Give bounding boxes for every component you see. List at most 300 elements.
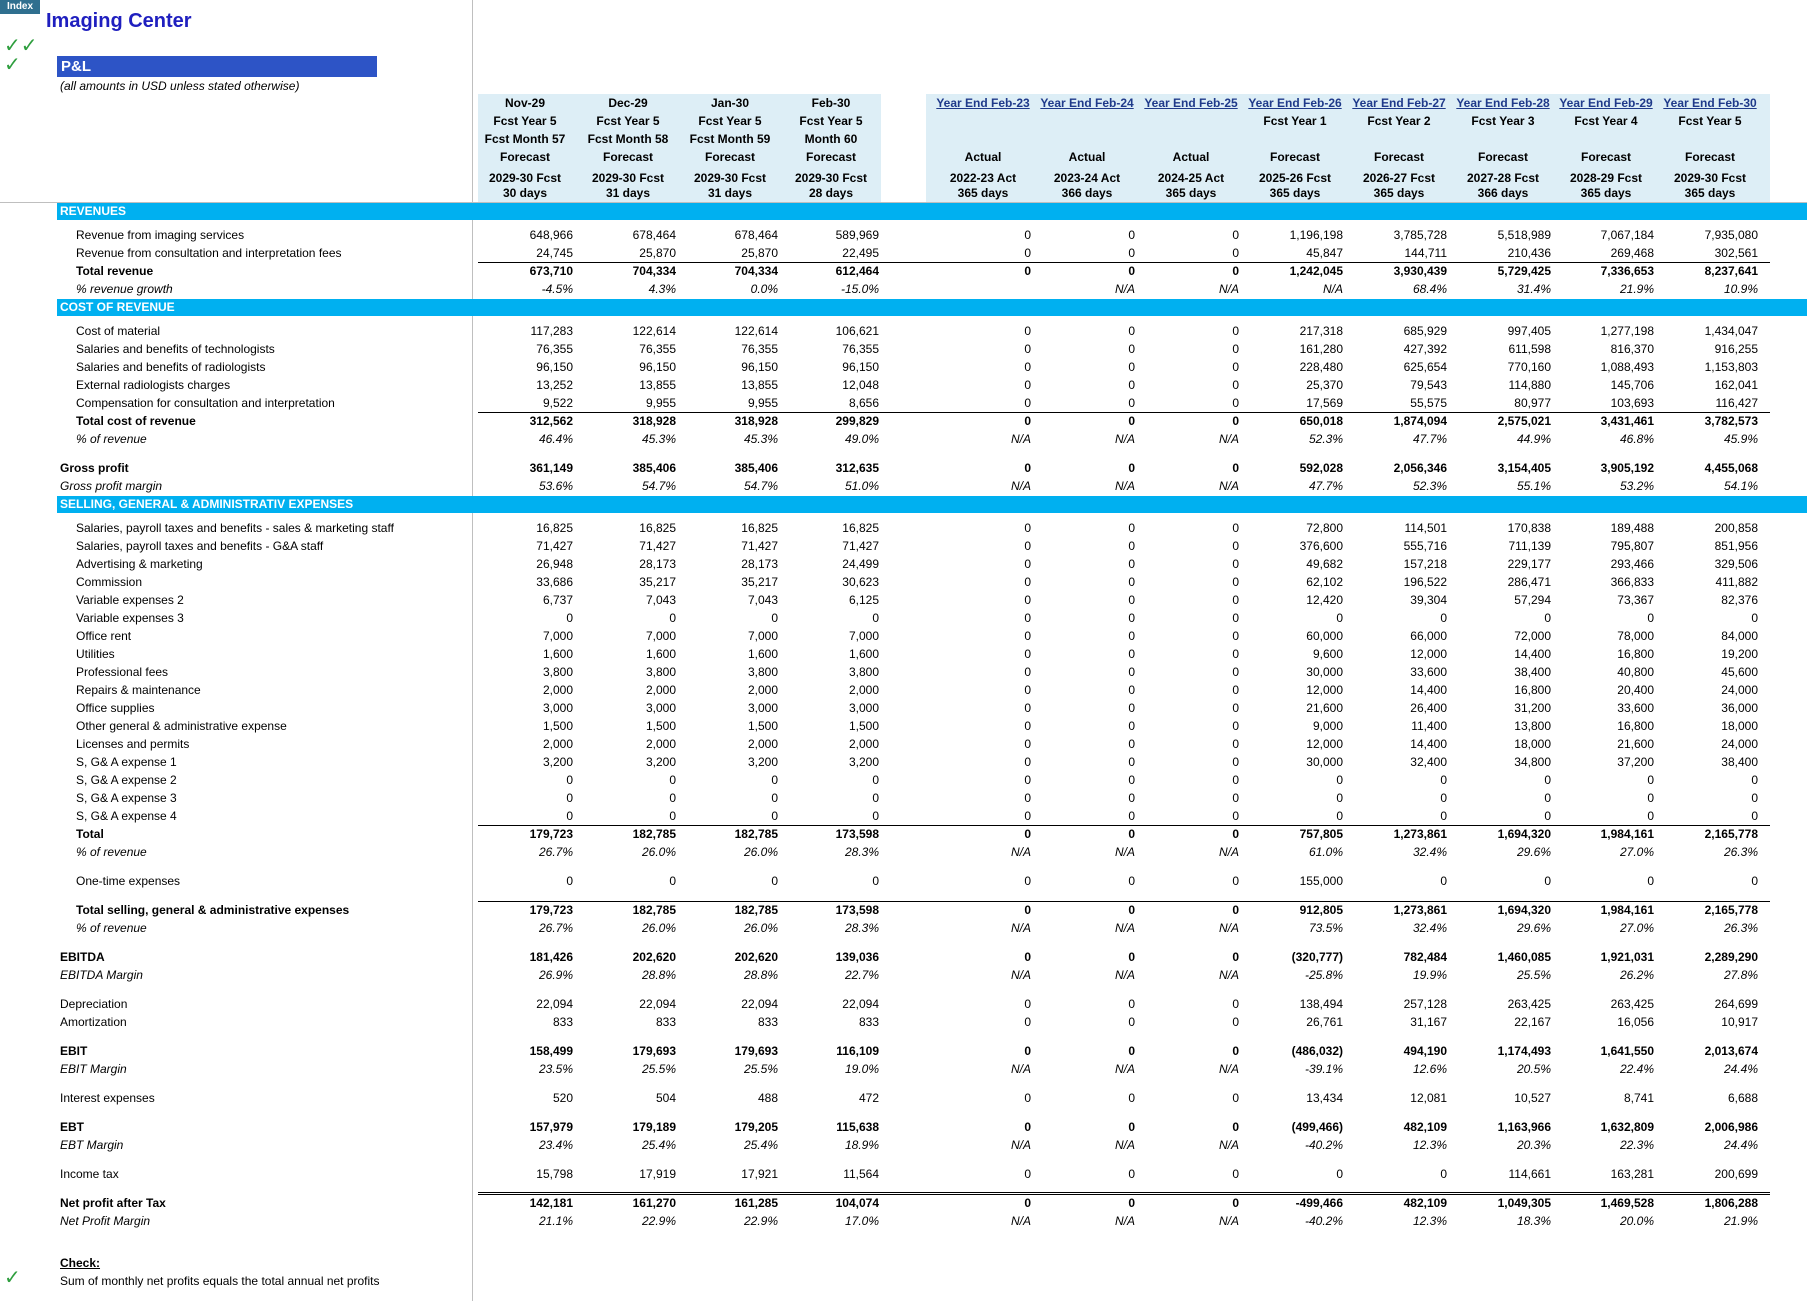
- value-cell[interactable]: 0: [1232, 575, 1239, 589]
- value-cell[interactable]: 0: [1232, 1044, 1239, 1058]
- value-cell[interactable]: 0: [1232, 903, 1239, 917]
- value-cell[interactable]: N/A: [1322, 282, 1343, 296]
- value-cell[interactable]: 0: [1024, 246, 1031, 260]
- value-cell[interactable]: 139,036: [835, 950, 879, 964]
- value-cell[interactable]: 0: [1024, 629, 1031, 643]
- value-cell[interactable]: 1,460,085: [1497, 950, 1551, 964]
- value-cell[interactable]: 53.2%: [1619, 479, 1654, 493]
- value-cell[interactable]: 376,600: [1299, 539, 1343, 553]
- value-cell[interactable]: 361,149: [529, 461, 573, 475]
- value-cell[interactable]: 0: [1232, 521, 1239, 535]
- value-cell[interactable]: 0: [1232, 378, 1239, 392]
- value-cell[interactable]: 1,196,198: [1289, 228, 1343, 242]
- value-cell[interactable]: 0: [1024, 378, 1031, 392]
- value-cell[interactable]: 29.6%: [1516, 921, 1551, 935]
- value-cell[interactable]: 312,635: [835, 461, 879, 475]
- value-cell[interactable]: 318,928: [632, 414, 676, 428]
- value-cell[interactable]: 2,000: [848, 737, 879, 751]
- value-cell[interactable]: 182,785: [734, 903, 778, 917]
- value-cell[interactable]: 138,494: [1299, 997, 1343, 1011]
- value-cell[interactable]: N/A: [1010, 1138, 1031, 1152]
- value-cell[interactable]: 179,693: [632, 1044, 676, 1058]
- value-cell[interactable]: 21,600: [1306, 701, 1343, 715]
- value-cell[interactable]: 78,000: [1617, 629, 1654, 643]
- value-cell[interactable]: -15.0%: [840, 282, 879, 296]
- value-cell[interactable]: 269,468: [1610, 246, 1654, 260]
- value-cell[interactable]: 7,336,653: [1600, 264, 1654, 278]
- value-cell[interactable]: 0: [1336, 791, 1343, 805]
- value-cell[interactable]: 318,928: [734, 414, 778, 428]
- value-cell[interactable]: 0: [1232, 360, 1239, 374]
- value-cell[interactable]: 592,028: [1299, 461, 1343, 475]
- value-cell[interactable]: 229,177: [1507, 557, 1551, 571]
- value-cell[interactable]: 0: [872, 773, 879, 787]
- value-cell[interactable]: 0: [1128, 997, 1135, 1011]
- value-cell[interactable]: 0: [1024, 360, 1031, 374]
- value-cell[interactable]: 0: [566, 791, 573, 805]
- value-cell[interactable]: 49,682: [1306, 557, 1343, 571]
- value-cell[interactable]: 24.4%: [1723, 1138, 1758, 1152]
- value-cell[interactable]: 0: [1232, 593, 1239, 607]
- value-cell[interactable]: 115,638: [836, 1120, 879, 1134]
- value-cell[interactable]: 0: [1024, 414, 1031, 428]
- value-cell[interactable]: 12.3%: [1412, 1138, 1447, 1152]
- value-cell[interactable]: 385,406: [734, 461, 778, 475]
- value-cell[interactable]: 0: [1440, 611, 1447, 625]
- value-cell[interactable]: 0: [1751, 874, 1758, 888]
- value-cell[interactable]: 0: [1544, 874, 1551, 888]
- value-cell[interactable]: 24,745: [536, 246, 573, 260]
- value-cell[interactable]: 2,165,778: [1704, 903, 1758, 917]
- value-cell[interactable]: 0: [1128, 1120, 1135, 1134]
- value-cell[interactable]: 10,917: [1721, 1015, 1758, 1029]
- value-cell[interactable]: -40.2%: [1304, 1214, 1343, 1228]
- value-cell[interactable]: 912,805: [1299, 903, 1343, 917]
- value-cell[interactable]: 179,723: [529, 827, 573, 841]
- value-cell[interactable]: 833: [858, 1015, 879, 1029]
- value-cell[interactable]: 0: [1232, 737, 1239, 751]
- value-cell[interactable]: 158,499: [529, 1044, 573, 1058]
- value-cell[interactable]: 20.0%: [1619, 1214, 1654, 1228]
- value-cell[interactable]: 0: [1232, 557, 1239, 571]
- value-cell[interactable]: 7,000: [747, 629, 778, 643]
- value-cell[interactable]: 7,043: [645, 593, 676, 607]
- value-cell[interactable]: 0: [1024, 665, 1031, 679]
- value-cell[interactable]: -4.5%: [541, 282, 573, 296]
- value-cell[interactable]: 144,711: [1404, 246, 1447, 260]
- value-cell[interactable]: 3,200: [542, 755, 573, 769]
- value-cell[interactable]: 1,273,861: [1393, 903, 1447, 917]
- value-cell[interactable]: 0: [1024, 1091, 1031, 1105]
- value-cell[interactable]: 704,334: [632, 264, 676, 278]
- value-cell[interactable]: 0: [1024, 593, 1031, 607]
- value-cell[interactable]: 0: [1232, 629, 1239, 643]
- value-cell[interactable]: 0: [1128, 557, 1135, 571]
- value-cell[interactable]: 0: [1024, 950, 1031, 964]
- value-cell[interactable]: 0: [1128, 611, 1135, 625]
- value-cell[interactable]: 53.6%: [538, 479, 573, 493]
- value-cell[interactable]: 228,480: [1299, 360, 1343, 374]
- value-cell[interactable]: 45.9%: [1723, 432, 1758, 446]
- value-cell[interactable]: 44.9%: [1516, 432, 1551, 446]
- value-cell[interactable]: 0: [771, 809, 778, 823]
- value-cell[interactable]: 155,000: [1299, 874, 1343, 888]
- value-cell[interactable]: 0: [1128, 809, 1135, 823]
- value-cell[interactable]: 116,427: [1715, 396, 1758, 410]
- value-cell[interactable]: N/A: [1218, 968, 1239, 982]
- value-cell[interactable]: 29.6%: [1516, 845, 1551, 859]
- value-cell[interactable]: 46.8%: [1619, 432, 1654, 446]
- value-cell[interactable]: 25,870: [639, 246, 676, 260]
- value-cell[interactable]: 0: [1440, 1167, 1447, 1181]
- value-cell[interactable]: 170,838: [1507, 521, 1551, 535]
- value-cell[interactable]: 0: [1647, 809, 1654, 823]
- value-cell[interactable]: 161,285: [734, 1196, 778, 1210]
- value-cell[interactable]: 21,600: [1617, 737, 1654, 751]
- value-cell[interactable]: 0: [1440, 874, 1447, 888]
- value-cell[interactable]: 37,200: [1617, 755, 1654, 769]
- value-cell[interactable]: 54.7%: [641, 479, 676, 493]
- value-cell[interactable]: 16,800: [1617, 719, 1654, 733]
- value-cell[interactable]: 54.7%: [743, 479, 778, 493]
- value-cell[interactable]: 1,153,803: [1704, 360, 1758, 374]
- value-cell[interactable]: 36,000: [1721, 701, 1758, 715]
- value-cell[interactable]: 18.9%: [844, 1138, 879, 1152]
- value-cell[interactable]: 45.3%: [743, 432, 778, 446]
- value-cell[interactable]: 0: [1232, 539, 1239, 553]
- value-cell[interactable]: 8,237,641: [1704, 264, 1758, 278]
- value-cell[interactable]: 3,431,461: [1600, 414, 1654, 428]
- value-cell[interactable]: 704,334: [734, 264, 778, 278]
- value-cell[interactable]: 28,173: [741, 557, 778, 571]
- value-cell[interactable]: 257,128: [1403, 997, 1447, 1011]
- value-cell[interactable]: 16,825: [842, 521, 879, 535]
- value-cell[interactable]: 17,569: [1306, 396, 1343, 410]
- value-cell[interactable]: N/A: [1010, 845, 1031, 859]
- value-cell[interactable]: 2,013,674: [1704, 1044, 1758, 1058]
- value-cell[interactable]: N/A: [1218, 282, 1239, 296]
- value-cell[interactable]: 38,400: [1514, 665, 1551, 679]
- value-cell[interactable]: 8,656: [848, 396, 879, 410]
- value-cell[interactable]: N/A: [1010, 479, 1031, 493]
- value-cell[interactable]: 22.3%: [1619, 1138, 1654, 1152]
- value-cell[interactable]: 3,200: [747, 755, 778, 769]
- value-cell[interactable]: 0: [1232, 997, 1239, 1011]
- value-cell[interactable]: 1,273,861: [1393, 827, 1447, 841]
- value-cell[interactable]: 33,600: [1617, 701, 1654, 715]
- value-cell[interactable]: 28.8%: [641, 968, 676, 982]
- value-cell[interactable]: 22.4%: [1619, 1062, 1654, 1076]
- value-cell[interactable]: 16,056: [1617, 1015, 1654, 1029]
- value-cell[interactable]: -499,466: [1295, 1196, 1343, 1210]
- value-cell[interactable]: 0: [1544, 809, 1551, 823]
- value-cell[interactable]: 9,955: [747, 396, 778, 410]
- value-cell[interactable]: 18,000: [1721, 719, 1758, 733]
- value-cell[interactable]: 3,154,405: [1497, 461, 1551, 475]
- value-cell[interactable]: 17,921: [741, 1167, 778, 1181]
- value-cell[interactable]: 38,400: [1721, 755, 1758, 769]
- value-cell[interactable]: 55.1%: [1516, 479, 1551, 493]
- value-cell[interactable]: 14,400: [1410, 737, 1447, 751]
- value-cell[interactable]: 0.0%: [750, 282, 778, 296]
- value-cell[interactable]: 0: [1232, 228, 1239, 242]
- value-cell[interactable]: 0: [1128, 521, 1135, 535]
- value-cell[interactable]: 84,000: [1721, 629, 1758, 643]
- value-cell[interactable]: 68.4%: [1412, 282, 1447, 296]
- value-cell[interactable]: 13,855: [741, 378, 778, 392]
- value-cell[interactable]: 106,621: [835, 324, 879, 338]
- value-cell[interactable]: 3,800: [645, 665, 676, 679]
- value-cell[interactable]: 25.5%: [1516, 968, 1551, 982]
- value-cell[interactable]: 6,125: [848, 593, 879, 607]
- value-cell[interactable]: 286,471: [1507, 575, 1551, 589]
- value-cell[interactable]: 0: [1232, 647, 1239, 661]
- value-cell[interactable]: 7,935,080: [1704, 228, 1758, 242]
- value-cell[interactable]: 366,833: [1610, 575, 1654, 589]
- value-cell[interactable]: 1,632,809: [1600, 1120, 1654, 1134]
- value-cell[interactable]: 3,200: [848, 755, 879, 769]
- value-cell[interactable]: 11,400: [1411, 719, 1447, 733]
- value-cell[interactable]: 13,800: [1514, 719, 1551, 733]
- value-cell[interactable]: 32.4%: [1412, 921, 1447, 935]
- value-cell[interactable]: 0: [1336, 809, 1343, 823]
- value-cell[interactable]: 0: [1128, 665, 1135, 679]
- value-cell[interactable]: 685,929: [1403, 324, 1447, 338]
- value-cell[interactable]: 0: [1024, 719, 1031, 733]
- value-cell[interactable]: 0: [1440, 773, 1447, 787]
- value-cell[interactable]: 0: [1128, 1044, 1135, 1058]
- value-cell[interactable]: 6,737: [542, 593, 573, 607]
- value-cell[interactable]: 25,870: [741, 246, 778, 260]
- value-cell[interactable]: 6,688: [1727, 1091, 1758, 1105]
- value-cell[interactable]: 648,966: [529, 228, 573, 242]
- value-cell[interactable]: 1,921,031: [1600, 950, 1654, 964]
- value-cell[interactable]: 3,800: [747, 665, 778, 679]
- value-cell[interactable]: 114,501: [1404, 521, 1447, 535]
- value-cell[interactable]: 1,600: [645, 647, 676, 661]
- value-cell[interactable]: 200,858: [1714, 521, 1758, 535]
- value-cell[interactable]: 179,205: [734, 1120, 778, 1134]
- value-cell[interactable]: 0: [1232, 1167, 1239, 1181]
- value-cell[interactable]: 25.4%: [641, 1138, 676, 1152]
- value-cell[interactable]: 8,741: [1623, 1091, 1654, 1105]
- value-cell[interactable]: 1,806,288: [1704, 1196, 1758, 1210]
- value-cell[interactable]: 163,281: [1610, 1167, 1654, 1181]
- value-cell[interactable]: 0: [1024, 755, 1031, 769]
- value-cell[interactable]: 833: [757, 1015, 778, 1029]
- value-cell[interactable]: 30,000: [1306, 755, 1343, 769]
- value-cell[interactable]: 0: [1232, 773, 1239, 787]
- value-cell[interactable]: 494,190: [1403, 1044, 1447, 1058]
- value-cell[interactable]: 7,000: [542, 629, 573, 643]
- value-cell[interactable]: -39.1%: [1304, 1062, 1343, 1076]
- value-cell[interactable]: 770,160: [1507, 360, 1551, 374]
- value-cell[interactable]: 1,174,493: [1497, 1044, 1551, 1058]
- value-cell[interactable]: 3,000: [542, 701, 573, 715]
- value-cell[interactable]: 2,000: [645, 683, 676, 697]
- value-cell[interactable]: -25.8%: [1304, 968, 1343, 982]
- value-cell[interactable]: 2,000: [747, 737, 778, 751]
- value-cell[interactable]: 157,218: [1403, 557, 1447, 571]
- value-cell[interactable]: 39,304: [1410, 593, 1447, 607]
- value-cell[interactable]: 24,000: [1721, 737, 1758, 751]
- value-cell[interactable]: 3,785,728: [1393, 228, 1447, 242]
- value-cell[interactable]: 0: [1232, 701, 1239, 715]
- value-cell[interactable]: 264,699: [1714, 997, 1758, 1011]
- value-cell[interactable]: 0: [1128, 461, 1135, 475]
- value-cell[interactable]: 0: [1128, 1015, 1135, 1029]
- value-cell[interactable]: 0: [1024, 997, 1031, 1011]
- value-cell[interactable]: 650,018: [1299, 414, 1343, 428]
- value-cell[interactable]: 0: [566, 611, 573, 625]
- value-cell[interactable]: 0: [1232, 324, 1239, 338]
- value-cell[interactable]: 189,488: [1610, 521, 1654, 535]
- value-cell[interactable]: 122,614: [734, 324, 778, 338]
- value-cell[interactable]: 0: [1024, 539, 1031, 553]
- year-end-header-link[interactable]: Year End Feb-25: [1144, 96, 1238, 110]
- value-cell[interactable]: 0: [1024, 396, 1031, 410]
- value-cell[interactable]: 3,930,439: [1393, 264, 1447, 278]
- value-cell[interactable]: 0: [1232, 1120, 1239, 1134]
- value-cell[interactable]: 0: [1647, 791, 1654, 805]
- value-cell[interactable]: 0: [1024, 1015, 1031, 1029]
- value-cell[interactable]: 329,506: [1714, 557, 1758, 571]
- value-cell[interactable]: 35,217: [741, 575, 778, 589]
- value-cell[interactable]: 816,370: [1610, 342, 1654, 356]
- value-cell[interactable]: 3,782,573: [1704, 414, 1758, 428]
- value-cell[interactable]: N/A: [1218, 432, 1239, 446]
- value-cell[interactable]: 25.5%: [743, 1062, 778, 1076]
- value-cell[interactable]: 12,048: [842, 378, 879, 392]
- value-cell[interactable]: 47.7%: [1308, 479, 1343, 493]
- value-cell[interactable]: N/A: [1218, 921, 1239, 935]
- value-cell[interactable]: 0: [1128, 1167, 1135, 1181]
- value-cell[interactable]: 3,905,192: [1600, 461, 1654, 475]
- value-cell[interactable]: 0: [1128, 342, 1135, 356]
- value-cell[interactable]: 142,181: [529, 1196, 573, 1210]
- value-cell[interactable]: 22,094: [842, 997, 879, 1011]
- value-cell[interactable]: 24,000: [1721, 683, 1758, 697]
- value-cell[interactable]: 1,434,047: [1704, 324, 1758, 338]
- value-cell[interactable]: 1,984,161: [1600, 903, 1654, 917]
- value-cell[interactable]: 173,598: [835, 827, 879, 841]
- value-cell[interactable]: 12,000: [1306, 683, 1343, 697]
- value-cell[interactable]: N/A: [1218, 1062, 1239, 1076]
- value-cell[interactable]: 161,280: [1299, 342, 1343, 356]
- value-cell[interactable]: N/A: [1010, 921, 1031, 935]
- value-cell[interactable]: 26.7%: [538, 845, 573, 859]
- year-end-header-link[interactable]: Year End Feb-26: [1248, 96, 1342, 110]
- value-cell[interactable]: N/A: [1218, 479, 1239, 493]
- value-cell[interactable]: 0: [1128, 539, 1135, 553]
- value-cell[interactable]: (499,466): [1291, 1120, 1343, 1134]
- value-cell[interactable]: 1,049,305: [1497, 1196, 1551, 1210]
- value-cell[interactable]: 145,706: [1610, 378, 1654, 392]
- value-cell[interactable]: 196,522: [1403, 575, 1447, 589]
- value-cell[interactable]: 0: [669, 791, 676, 805]
- value-cell[interactable]: 116,109: [836, 1044, 879, 1058]
- value-cell[interactable]: 27.0%: [1619, 845, 1654, 859]
- value-cell[interactable]: 0: [566, 874, 573, 888]
- value-cell[interactable]: 0: [1128, 360, 1135, 374]
- value-cell[interactable]: 71,427: [639, 539, 676, 553]
- year-end-header-link[interactable]: Year End Feb-29: [1559, 96, 1653, 110]
- value-cell[interactable]: 0: [1024, 701, 1031, 715]
- value-cell[interactable]: 23.5%: [538, 1062, 573, 1076]
- value-cell[interactable]: 7,067,184: [1600, 228, 1654, 242]
- value-cell[interactable]: 0: [1128, 324, 1135, 338]
- value-cell[interactable]: 711,139: [1508, 539, 1551, 553]
- value-cell[interactable]: 0: [1232, 396, 1239, 410]
- value-cell[interactable]: 179,693: [734, 1044, 778, 1058]
- value-cell[interactable]: 2,575,021: [1497, 414, 1551, 428]
- value-cell[interactable]: 0: [1024, 1044, 1031, 1058]
- value-cell[interactable]: 0: [771, 874, 778, 888]
- value-cell[interactable]: 33,600: [1410, 665, 1447, 679]
- value-cell[interactable]: 0: [771, 791, 778, 805]
- value-cell[interactable]: 0: [1024, 827, 1031, 841]
- value-cell[interactable]: 103,693: [1610, 396, 1654, 410]
- value-cell[interactable]: 26.0%: [743, 921, 778, 935]
- value-cell[interactable]: 0: [1751, 773, 1758, 787]
- value-cell[interactable]: 200,699: [1714, 1167, 1758, 1181]
- value-cell[interactable]: 49.0%: [844, 432, 879, 446]
- value-cell[interactable]: 157,979: [529, 1120, 573, 1134]
- value-cell[interactable]: 0: [1128, 378, 1135, 392]
- value-cell[interactable]: 20,400: [1617, 683, 1654, 697]
- value-cell[interactable]: 28.3%: [844, 921, 879, 935]
- value-cell[interactable]: 26,761: [1306, 1015, 1343, 1029]
- value-cell[interactable]: 26.7%: [538, 921, 573, 935]
- value-cell[interactable]: 11,564: [843, 1167, 879, 1181]
- value-cell[interactable]: N/A: [1010, 968, 1031, 982]
- value-cell[interactable]: 3,000: [848, 701, 879, 715]
- value-cell[interactable]: 1,242,045: [1289, 264, 1343, 278]
- value-cell[interactable]: 0: [669, 809, 676, 823]
- value-cell[interactable]: 72,000: [1514, 629, 1551, 643]
- value-cell[interactable]: 76,355: [842, 342, 879, 356]
- value-cell[interactable]: N/A: [1218, 1138, 1239, 1152]
- value-cell[interactable]: 0: [1232, 827, 1239, 841]
- value-cell[interactable]: 24,499: [842, 557, 879, 571]
- value-cell[interactable]: 15,798: [536, 1167, 573, 1181]
- year-end-header-link[interactable]: Year End Feb-28: [1456, 96, 1550, 110]
- value-cell[interactable]: 25,370: [1306, 378, 1343, 392]
- value-cell[interactable]: 0: [1544, 773, 1551, 787]
- value-cell[interactable]: 82,376: [1721, 593, 1758, 607]
- value-cell[interactable]: 1,600: [747, 647, 778, 661]
- value-cell[interactable]: 0: [1128, 629, 1135, 643]
- value-cell[interactable]: 173,598: [835, 903, 879, 917]
- value-cell[interactable]: 16,825: [536, 521, 573, 535]
- value-cell[interactable]: 13,434: [1306, 1091, 1343, 1105]
- value-cell[interactable]: 14,400: [1514, 647, 1551, 661]
- value-cell[interactable]: N/A: [1114, 845, 1135, 859]
- value-cell[interactable]: N/A: [1010, 1062, 1031, 1076]
- value-cell[interactable]: 0: [1232, 874, 1239, 888]
- value-cell[interactable]: 22.7%: [844, 968, 879, 982]
- value-cell[interactable]: 80,977: [1514, 396, 1551, 410]
- value-cell[interactable]: 0: [1024, 228, 1031, 242]
- value-cell[interactable]: 179,723: [529, 903, 573, 917]
- value-cell[interactable]: 16,825: [741, 521, 778, 535]
- value-cell[interactable]: 0: [1232, 461, 1239, 475]
- value-cell[interactable]: 7,000: [848, 629, 879, 643]
- value-cell[interactable]: 520: [552, 1091, 573, 1105]
- value-cell[interactable]: 0: [1128, 228, 1135, 242]
- value-cell[interactable]: 114,880: [1508, 378, 1551, 392]
- value-cell[interactable]: 45,600: [1721, 665, 1758, 679]
